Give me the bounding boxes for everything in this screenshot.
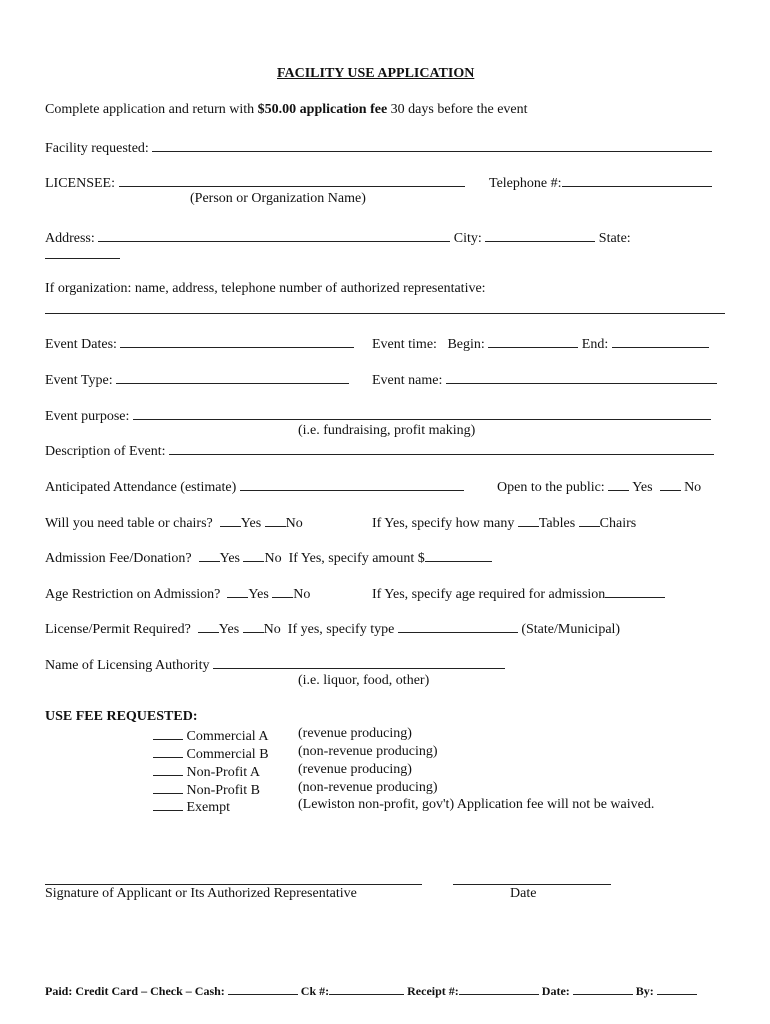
facility-field[interactable] bbox=[152, 138, 712, 152]
age-specify-row bbox=[372, 584, 665, 603]
event-purpose-field[interactable] bbox=[133, 406, 711, 420]
tables-count-field[interactable] bbox=[518, 513, 539, 527]
fee-option-desc: (non-revenue producing) bbox=[298, 744, 438, 759]
telephone-label: Telephone #: bbox=[489, 176, 562, 191]
intro-fee: $50.00 application fee bbox=[257, 102, 388, 117]
state-row bbox=[45, 245, 120, 264]
fee-option-name: Exempt bbox=[186, 800, 231, 815]
license-question: License/Permit Required? bbox=[45, 622, 191, 637]
open-public-yes-field[interactable] bbox=[608, 477, 629, 491]
age-no-field[interactable] bbox=[272, 584, 293, 598]
facility-label: Facility requested: bbox=[45, 141, 149, 156]
age-yes-field[interactable] bbox=[227, 584, 248, 598]
org-field[interactable] bbox=[45, 300, 725, 314]
intro-text bbox=[45, 102, 528, 118]
org-row bbox=[45, 300, 725, 319]
event-name-label: Event name: bbox=[372, 373, 443, 388]
licensee-hint: (Person or Organization Name) bbox=[190, 191, 366, 206]
fee-option-commercial-a bbox=[153, 726, 269, 745]
form-title: FACILITY USE APPLICATION bbox=[277, 66, 475, 81]
fee-option-desc: (non-revenue producing) bbox=[298, 780, 438, 795]
fee-option-check[interactable] bbox=[153, 744, 183, 758]
event-dates-label: Event Dates: bbox=[45, 337, 117, 352]
authority-row bbox=[45, 655, 505, 674]
age-yes-label: Yes bbox=[248, 587, 269, 602]
end-label: End: bbox=[581, 337, 609, 352]
age-specify-label: If Yes, specify age required for admission bbox=[372, 587, 606, 602]
facility-row bbox=[45, 138, 712, 157]
date-line[interactable] bbox=[453, 884, 611, 885]
attendance-field[interactable] bbox=[240, 477, 464, 491]
admission-no-label: No bbox=[264, 551, 282, 566]
intro-before: Complete application and return with bbox=[45, 102, 258, 117]
address-row bbox=[45, 228, 631, 247]
tables-row bbox=[45, 513, 303, 532]
signature-label: Signature of Applicant or Its Authorized Representative bbox=[45, 886, 357, 901]
fee-option-non-profit-a bbox=[153, 762, 260, 781]
fee-option-name: Commercial A bbox=[186, 729, 269, 744]
age-required-field[interactable] bbox=[605, 584, 665, 598]
tables-word: Tables bbox=[538, 516, 576, 531]
age-no-label: No bbox=[293, 587, 311, 602]
license-no-label: No bbox=[263, 622, 281, 637]
fee-option-name: Non-Profit A bbox=[186, 765, 260, 780]
event-dates-row bbox=[45, 334, 354, 353]
age-question: Age Restriction on Admission? bbox=[45, 587, 221, 602]
license-yes-label: Yes bbox=[218, 622, 240, 637]
admission-no-field[interactable] bbox=[243, 548, 264, 562]
state-label: State: bbox=[598, 231, 631, 246]
city-field[interactable] bbox=[485, 228, 595, 242]
org-label: If organization: name, address, telephone number of authorized representative: bbox=[45, 281, 486, 296]
description-field[interactable] bbox=[169, 441, 714, 455]
end-field[interactable] bbox=[612, 334, 709, 348]
authority-hint: (i.e. liquor, food, other) bbox=[298, 673, 430, 688]
authority-label: Name of Licensing Authority bbox=[45, 658, 210, 673]
city-label: City: bbox=[453, 231, 482, 246]
ck-field[interactable] bbox=[329, 983, 404, 995]
fee-option-name: Non-Profit B bbox=[186, 783, 260, 798]
open-public-no-field[interactable] bbox=[660, 477, 681, 491]
telephone-row bbox=[489, 173, 712, 192]
telephone-field[interactable] bbox=[562, 173, 712, 187]
admission-amount-field[interactable] bbox=[425, 548, 492, 562]
footer-date-label: Date: bbox=[541, 984, 570, 998]
admission-specify-label: If Yes, specify amount $ bbox=[288, 551, 425, 566]
address-label: Address: bbox=[45, 231, 95, 246]
footer-date-field[interactable] bbox=[573, 983, 633, 995]
begin-field[interactable] bbox=[488, 334, 578, 348]
intro-after: 30 days before the event bbox=[387, 102, 528, 117]
license-yes-field[interactable] bbox=[198, 619, 219, 633]
event-purpose-hint: (i.e. fundraising, profit making) bbox=[298, 423, 476, 438]
event-type-row bbox=[45, 370, 349, 389]
begin-label: Begin: bbox=[447, 337, 485, 352]
fee-option-check[interactable] bbox=[153, 797, 183, 811]
event-name-row bbox=[372, 370, 717, 389]
admission-yes-label: Yes bbox=[219, 551, 240, 566]
receipt-label: Receipt #: bbox=[407, 984, 459, 998]
fee-option-exempt bbox=[153, 797, 230, 816]
open-public-row bbox=[497, 477, 701, 496]
fee-option-desc: (Lewiston non-profit, gov't) Application fee will not be waived. bbox=[298, 797, 655, 812]
description-row bbox=[45, 441, 714, 460]
tables-specify-row bbox=[372, 513, 636, 532]
chairs-count-field[interactable] bbox=[579, 513, 600, 527]
tables-question: Will you need table or chairs? bbox=[45, 516, 213, 531]
use-fee-heading: USE FEE REQUESTED: bbox=[45, 709, 198, 724]
address-field[interactable] bbox=[98, 228, 450, 242]
ck-label: Ck #: bbox=[300, 984, 330, 998]
open-public-yes-label: Yes bbox=[632, 480, 653, 495]
office-use-footer bbox=[45, 983, 697, 999]
license-type-field[interactable] bbox=[398, 619, 518, 633]
license-tail: (State/Municipal) bbox=[521, 622, 621, 637]
attendance-row bbox=[45, 477, 464, 496]
licensee-label: LICENSEE: bbox=[45, 176, 115, 191]
attendance-label: Anticipated Attendance (estimate) bbox=[45, 480, 237, 495]
license-row bbox=[45, 619, 620, 638]
tables-yes-field[interactable] bbox=[220, 513, 241, 527]
description-label: Description of Event: bbox=[45, 444, 166, 459]
event-name-field[interactable] bbox=[446, 370, 717, 384]
fee-option-name: Commercial B bbox=[186, 747, 269, 762]
authority-field[interactable] bbox=[213, 655, 505, 669]
admission-row bbox=[45, 548, 492, 567]
event-time-row bbox=[372, 334, 709, 353]
paid-label: Paid: Credit Card – Check – Cash: bbox=[45, 984, 225, 998]
paid-field[interactable] bbox=[228, 983, 298, 995]
event-time-label: Event time: bbox=[372, 337, 437, 352]
open-public-no-label: No bbox=[684, 480, 702, 495]
license-no-field[interactable] bbox=[243, 619, 264, 633]
event-type-field[interactable] bbox=[116, 370, 349, 384]
admission-question: Admission Fee/Donation? bbox=[45, 551, 192, 566]
by-field[interactable] bbox=[657, 983, 697, 995]
licensee-field[interactable] bbox=[119, 173, 465, 187]
chairs-word: Chairs bbox=[599, 516, 637, 531]
fee-option-check[interactable] bbox=[153, 762, 183, 776]
licensee-row bbox=[45, 173, 465, 192]
event-type-label: Event Type: bbox=[45, 373, 113, 388]
event-dates-field[interactable] bbox=[120, 334, 354, 348]
tables-no-label: No bbox=[285, 516, 303, 531]
license-specify-label: If yes, specify type bbox=[287, 622, 395, 637]
state-field[interactable] bbox=[45, 245, 120, 259]
event-purpose-label: Event purpose: bbox=[45, 409, 130, 424]
age-row bbox=[45, 584, 310, 603]
fee-option-check[interactable] bbox=[153, 726, 183, 740]
tables-specify-label: If Yes, specify how many bbox=[372, 516, 515, 531]
fee-option-desc: (revenue producing) bbox=[298, 762, 412, 777]
admission-yes-field[interactable] bbox=[199, 548, 220, 562]
fee-option-check[interactable] bbox=[153, 780, 183, 794]
by-label: By: bbox=[635, 984, 654, 998]
open-public-label: Open to the public: bbox=[497, 480, 605, 495]
fee-option-desc: (revenue producing) bbox=[298, 726, 412, 741]
tables-yes-label: Yes bbox=[240, 516, 262, 531]
signature-line[interactable] bbox=[45, 884, 422, 885]
fee-option-commercial-b bbox=[153, 744, 269, 763]
receipt-field[interactable] bbox=[459, 983, 539, 995]
date-label: Date bbox=[510, 886, 537, 901]
tables-no-field[interactable] bbox=[265, 513, 286, 527]
